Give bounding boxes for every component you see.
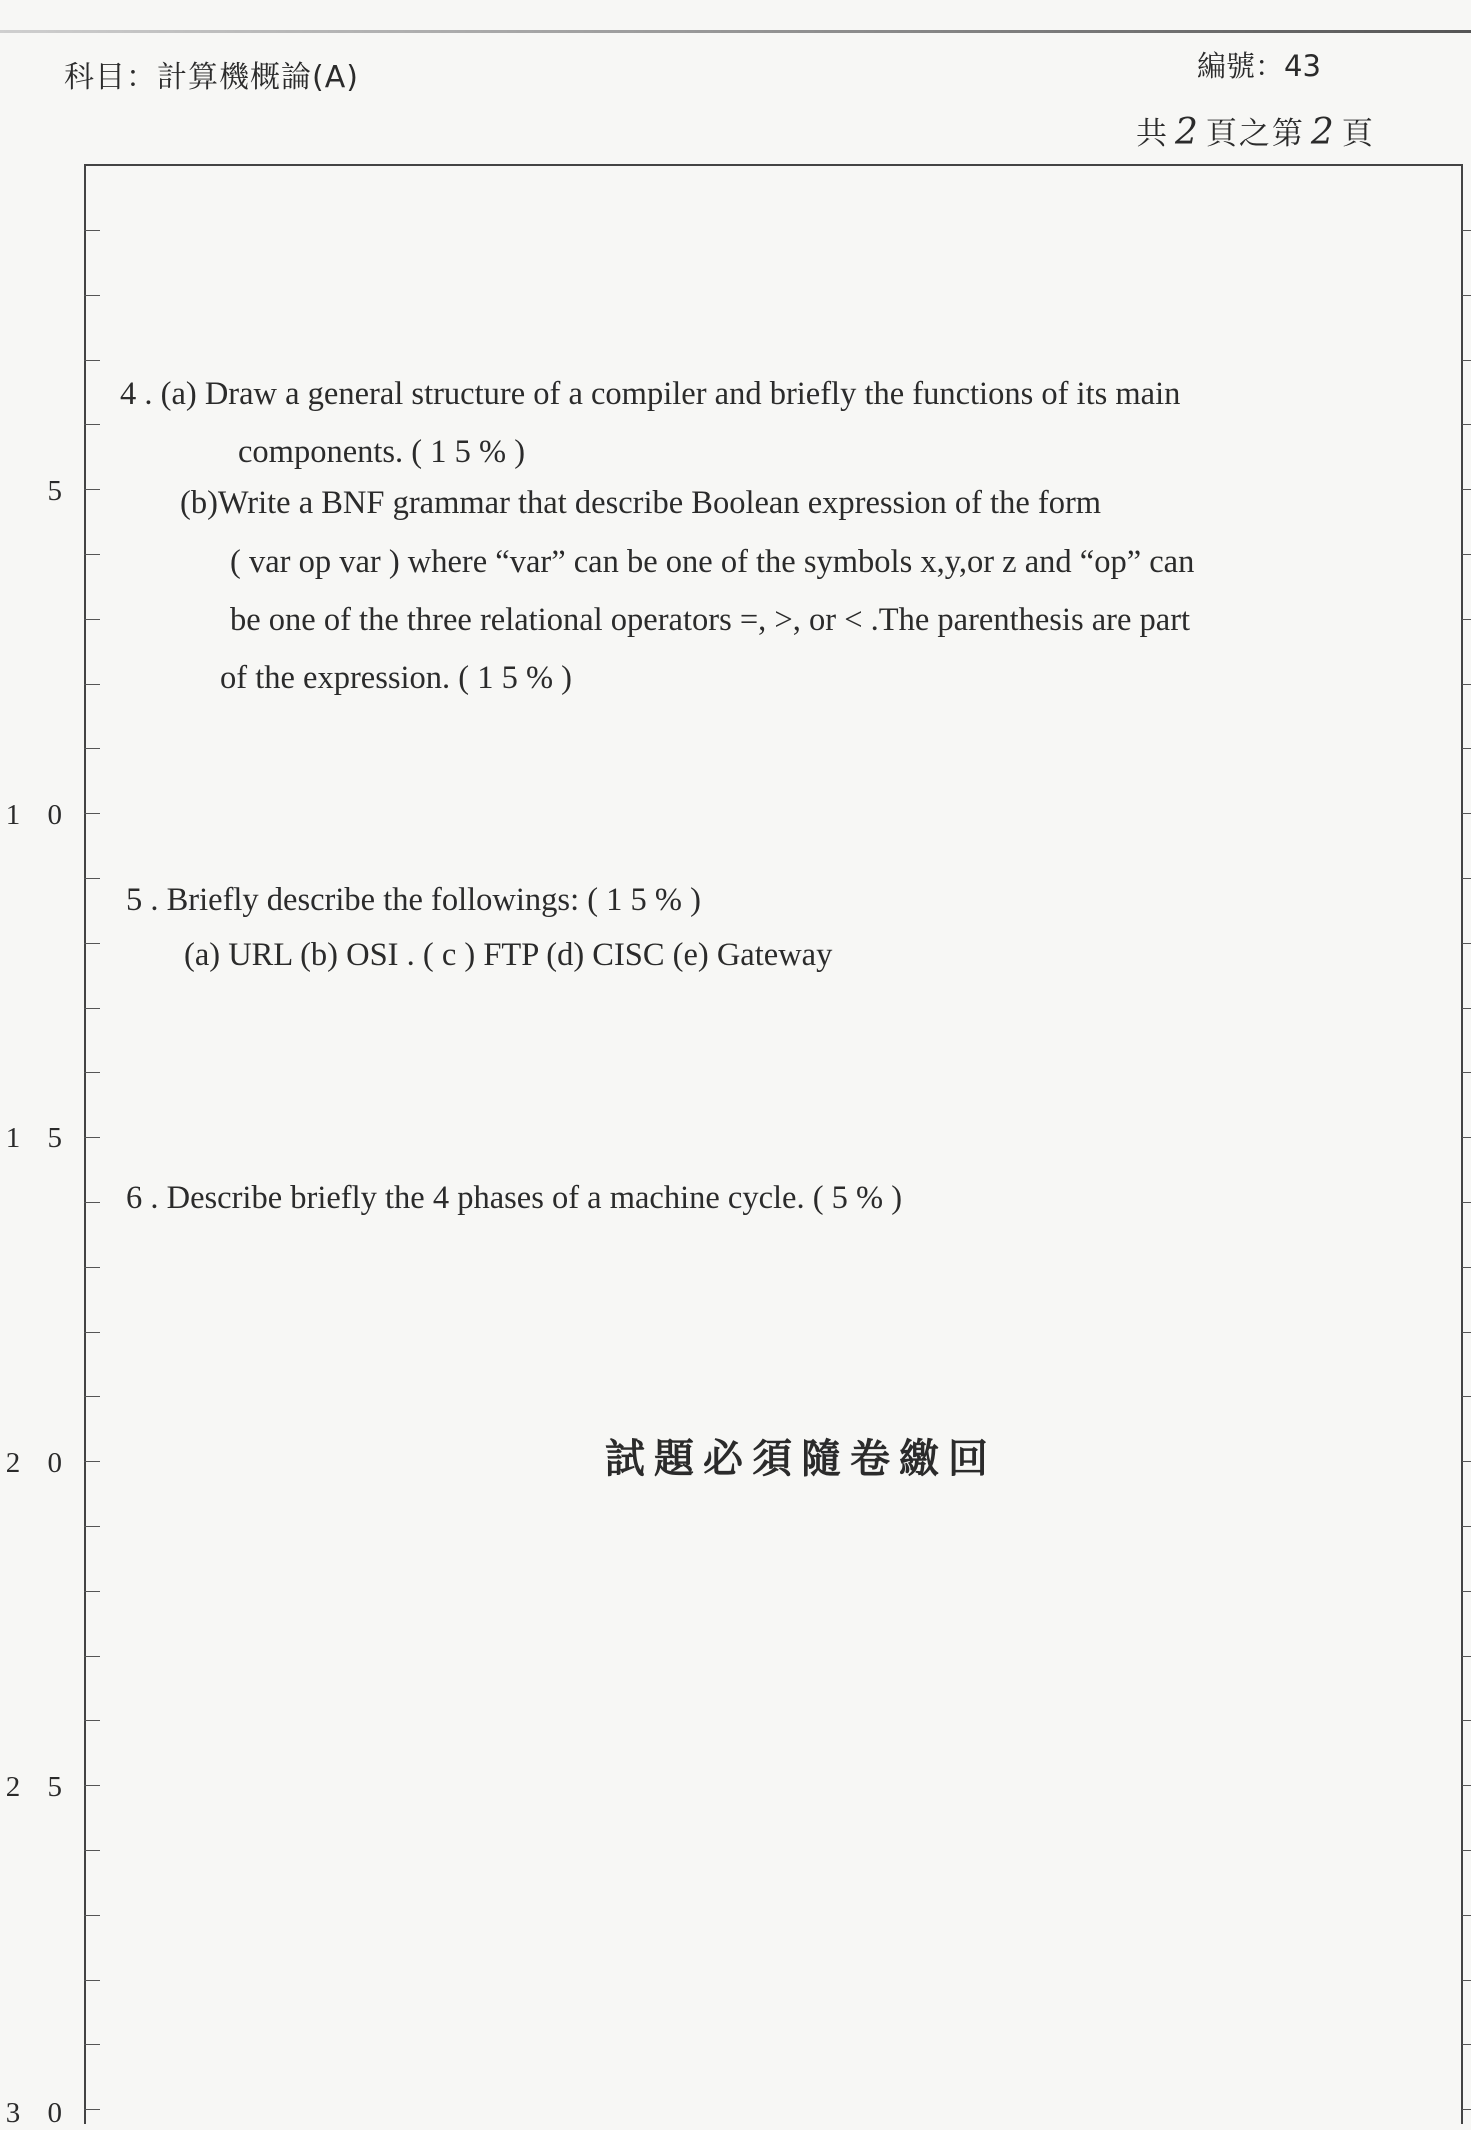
ruler-tick [1462,1915,1471,1916]
ruler-tick [84,295,100,296]
ruler-tick [1462,1396,1471,1397]
ruler-tick [84,554,100,555]
ruler-tick [1462,1656,1471,1657]
ruler-tick [84,424,100,425]
ruler-tick [1462,489,1471,490]
ruler-tick [84,878,100,879]
page-count [1136,108,1375,153]
ruler-tick [84,1461,100,1462]
question-5-line: 5 . Briefly describe the followings: ( 1 5 % ) [126,882,701,918]
ruler-tick [1462,1720,1471,1721]
ruler-tick [1462,1850,1471,1851]
margin-number-30: 3 0 [5,2097,72,2129]
ruler-tick [84,1072,100,1073]
margin-number-10: 1 0 [5,799,72,831]
ruler-tick [84,619,100,620]
ruler-tick [84,1008,100,1009]
pages-current: 2 [1310,112,1336,153]
ruler-tick [1462,1461,1471,1462]
ruler-tick [84,360,100,361]
question-4b-line: be one of the three relational operators =, >, or < .The parenthesis are part [230,602,1191,638]
ruler-tick [84,748,100,749]
question-4a-line: 4 . (a) Draw a general structure of a compiler and briefly the functions of its main [120,376,1181,412]
margin-number-5: 5 [47,475,72,507]
question-4a-points: components. ( 1 5 % ) [238,434,526,470]
ruler-tick [84,943,100,944]
ruler-tick [1462,1526,1471,1527]
pages-mid: 頁之第 [1205,116,1305,152]
return-notice: 試題必須隨卷繳回 [605,1435,997,1482]
ruler-tick [1462,2109,1471,2110]
question-4b-line: (b)Write a BNF grammar that describe Boolean expression of the form [180,485,1102,521]
ruler-tick [84,1980,100,1981]
ruler-tick [1462,1591,1471,1592]
question-4b-points: of the expression. ( 1 5 % ) [220,660,572,696]
ruler-tick [84,1785,100,1786]
ruler-tick [84,230,100,231]
ruler-tick [84,684,100,685]
ruler-tick [1462,1332,1471,1333]
margin-number-15: 1 5 [5,1122,72,1154]
ruler-tick [84,1656,100,1657]
ruler-tick [84,1332,100,1333]
pages-suffix: 頁 [1341,116,1375,152]
ruler-tick [1462,684,1471,685]
ruler-tick [1462,1267,1471,1268]
ruler-tick [1462,1202,1471,1203]
subject-label: 科目：計算機概論(A) [64,60,359,95]
ruler-tick [1462,424,1471,425]
ruler-tick [84,1526,100,1527]
serial-number: 編號：43 [1197,49,1321,83]
ruler-tick [84,1396,100,1397]
ruler-tick [1462,619,1471,620]
ruler-tick [84,1267,100,1268]
ruler-tick [84,813,100,814]
ruler-tick [1462,295,1471,296]
ruler-tick [84,489,100,490]
ruler-tick [1462,2044,1471,2045]
question-5-terms: (a) URL (b) OSI . ( c ) FTP (d) CISC (e) Gateway [184,937,833,973]
ruler-tick [84,1915,100,1916]
ruler-tick [1462,360,1471,361]
pages-prefix: 共 [1136,116,1169,152]
ruler-tick [84,1137,100,1138]
ruler-tick [1462,943,1471,944]
ruler-tick [1462,813,1471,814]
ruler-tick [84,1720,100,1721]
ruler-tick [1462,748,1471,749]
ruler-tick [1462,1980,1471,1981]
ruler-tick [84,2044,100,2045]
ruler-tick [84,1202,100,1203]
ruler-tick [1462,230,1471,231]
ruler-tick [1462,1072,1471,1073]
top-rule [0,30,1471,33]
ruler-tick [84,2109,100,2110]
margin-number-20: 2 0 [5,1447,72,1479]
pages-total: 2 [1175,112,1200,153]
ruler-tick [1462,1785,1471,1786]
question-4b-line: ( var op var ) where “var” can be one of the symbols x,y,or z and “op” can [230,544,1195,580]
margin-number-25: 2 5 [5,1771,72,1803]
ruler-tick [1462,1008,1471,1009]
ruler-tick [1462,554,1471,555]
question-6-line: 6 . Describe briefly the 4 phases of a machine cycle. ( 5 % ) [126,1180,903,1216]
ruler-tick [1462,878,1471,879]
ruler-tick [1462,1137,1471,1138]
ruler-tick [84,1591,100,1592]
ruler-tick [84,1850,100,1851]
